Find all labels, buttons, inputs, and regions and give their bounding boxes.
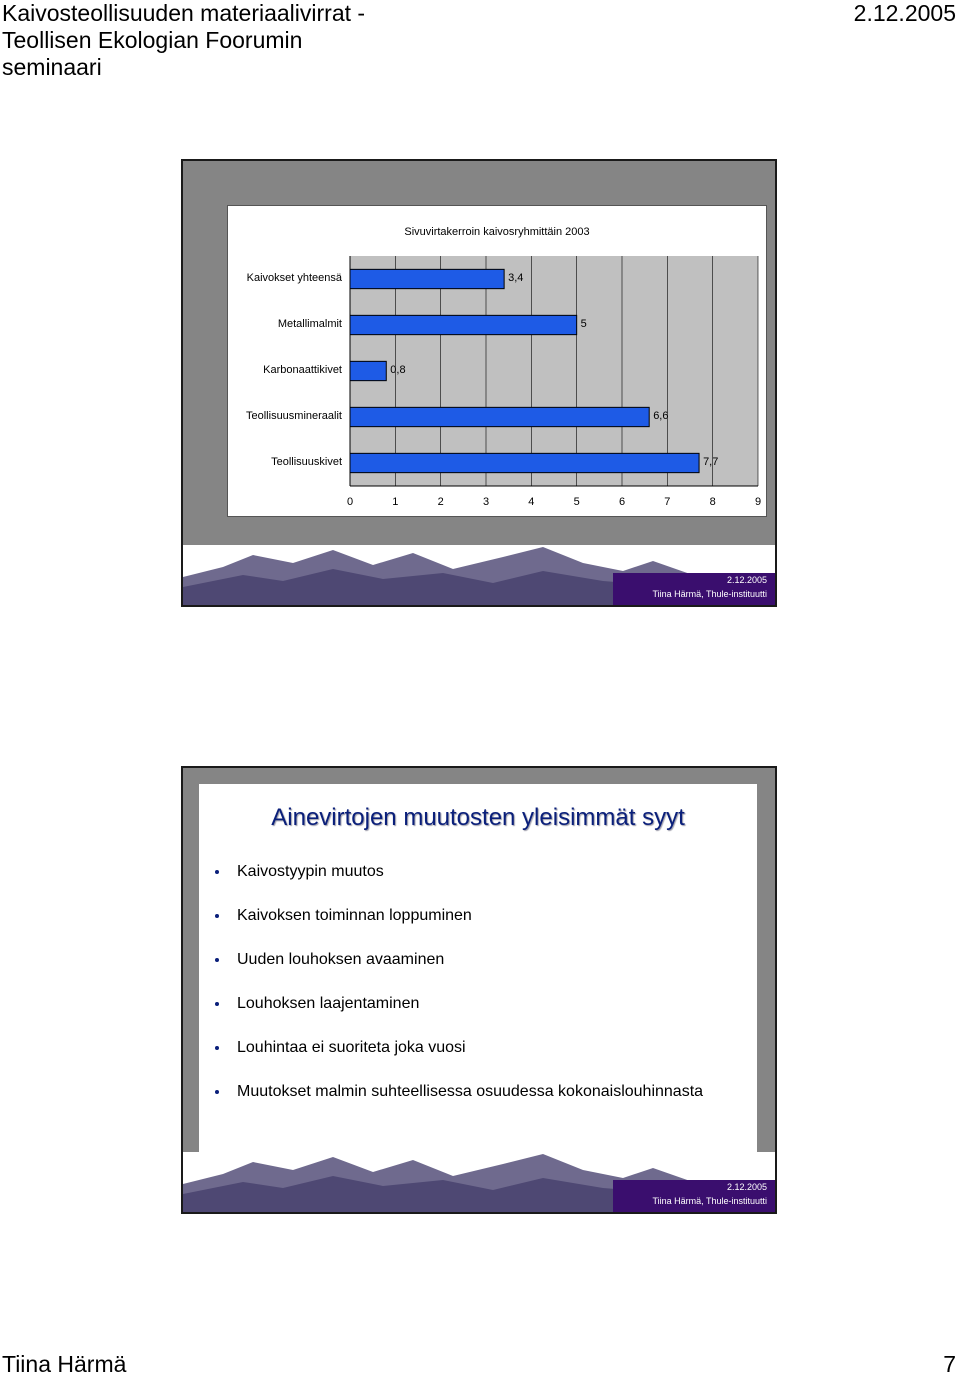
tick-label: 1	[392, 496, 399, 508]
slide-chart-band-author: Tiina Härmä, Thule-instituutti	[652, 589, 767, 599]
bullet-item	[213, 1038, 753, 1082]
tick-label: 4	[528, 496, 535, 508]
value-label: 5	[580, 318, 587, 330]
tick-label: 5	[573, 496, 580, 508]
bullet-text: Kaivoksen toiminnan loppuminen	[237, 907, 472, 924]
bullet-list	[213, 862, 753, 1126]
bullet-text: Kaivostyypin muutos	[237, 863, 384, 880]
bullet-dot-icon	[215, 870, 219, 874]
bullet-text: Louhoksen laajentaminen	[237, 995, 420, 1012]
bullet-item	[213, 862, 753, 906]
plot-area	[350, 256, 758, 486]
category-label: Teollisuuskivet	[271, 456, 342, 468]
bullet-item	[213, 1082, 753, 1126]
bar	[350, 407, 649, 426]
slide-chart	[181, 159, 777, 607]
tick-label: 7	[664, 496, 671, 508]
bullet-text: Muutokset malmin suhteellisessa osuudessa kokonaislouhinnasta	[237, 1083, 704, 1100]
bar	[350, 453, 699, 472]
tick-label: 3	[482, 496, 490, 508]
category-label: Kaivokset yhteensä	[246, 272, 342, 284]
bullet-item	[213, 906, 753, 950]
bullet-text: Louhintaa ei suoriteta joka vuosi	[237, 1039, 466, 1056]
tick-label: 2	[437, 496, 444, 508]
bullet-item	[213, 994, 753, 1038]
bullet-dot-icon	[215, 1090, 219, 1094]
header-title-line-3: seminaari	[2, 54, 102, 80]
bar	[350, 269, 504, 288]
value-label: 6,6	[653, 410, 669, 422]
chart-title: Sivuvirtakerroin kaivosryhmittäin 2003	[404, 226, 590, 238]
slide-bullets-band-date: 2.12.2005	[726, 1182, 767, 1192]
bar-chart-svg	[228, 206, 766, 516]
bullet-dot-icon	[215, 958, 219, 962]
page-number: 7	[943, 1351, 956, 1377]
value-label: 0,8	[390, 364, 406, 376]
slide-bullets-band-author: Tiina Härmä, Thule-instituutti	[652, 1196, 767, 1206]
slide-bullets	[181, 766, 777, 1214]
value-label: 7,7	[703, 456, 719, 468]
header-title-line-2: Teollisen Ekologian Foorumin	[2, 27, 303, 53]
footer-author: Tiina Härmä	[2, 1351, 127, 1377]
slide-chart-band-date: 2.12.2005	[726, 575, 767, 585]
category-label: Teollisuusmineraalit	[246, 410, 342, 422]
bar	[350, 361, 386, 380]
category-label: Metallimalmit	[277, 318, 342, 330]
slide-title: Ainevirtojen muutosten yleisimmät syyt	[271, 804, 685, 831]
tick-label: 9	[754, 496, 762, 508]
slide-bullets-area	[199, 784, 757, 1156]
chart-panel	[227, 205, 767, 517]
value-label: 3,4	[508, 272, 524, 284]
header-date: 2.12.2005	[853, 0, 956, 26]
bullet-text: Uuden louhoksen avaaminen	[237, 951, 445, 968]
bullet-dot-icon	[215, 1002, 219, 1006]
bullet-item	[213, 950, 753, 994]
header-title-line-1: Kaivosteollisuuden materiaalivirrat -	[2, 0, 366, 26]
tick-label: 6	[618, 496, 626, 508]
bullet-dot-icon	[215, 1046, 219, 1050]
slide-chart-area	[199, 161, 773, 545]
category-label: Karbonaattikivet	[263, 364, 342, 376]
bar	[350, 315, 577, 334]
tick-label: 8	[709, 496, 716, 508]
bullet-dot-icon	[215, 914, 219, 918]
tick-label: 0	[346, 496, 354, 508]
